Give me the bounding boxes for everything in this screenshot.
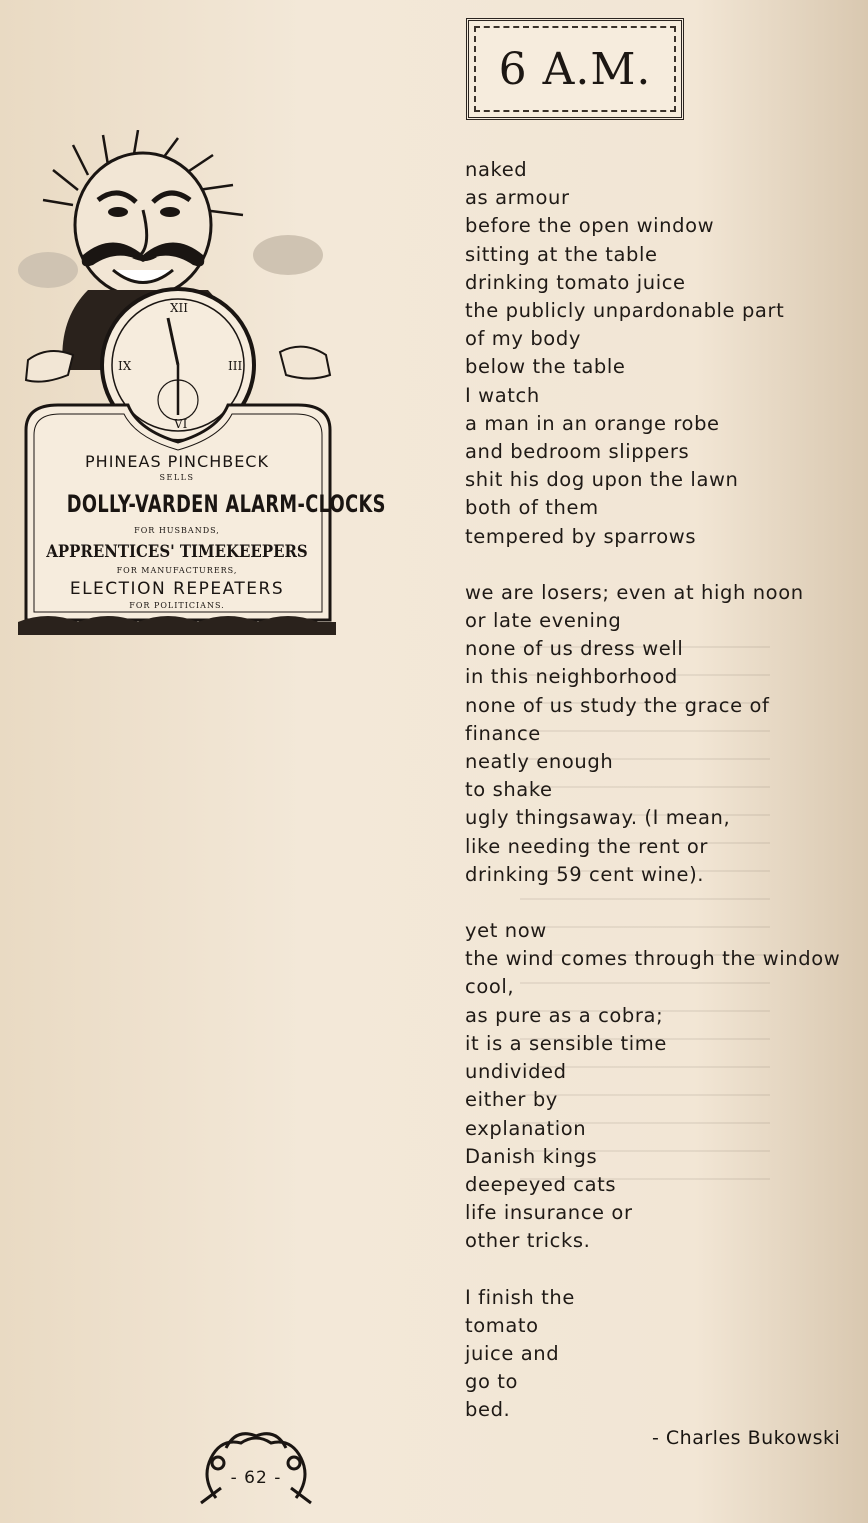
stanza-4 [465,1284,865,1425]
author-credit: - Charles Bukowski [652,1427,841,1449]
poem-line: ugly thingsaway. (I mean, [465,806,731,830]
poem-line: finance [465,721,541,745]
title-frame [466,18,684,120]
poem-line: life insurance or [465,1201,633,1225]
poem-title: 6 A.M. [498,43,652,95]
stanza-1 [465,156,865,551]
poem-line: naked [465,158,528,181]
poem-line: the publicly unpardonable part [465,299,785,323]
poem-line: I finish the [465,1285,575,1309]
poem-line: yet now [465,919,547,943]
ad-headline: DOLLY-VARDEN ALARM-CLOCKS [66,490,386,518]
poem-body [465,156,865,1453]
poem-line: neatly enough [465,750,614,774]
caricature-illustration [18,130,386,640]
poem-line: to shake [465,778,553,802]
poem-line: a man in an orange robe [465,411,720,435]
poem-line: drinking 59 cent wine). [465,862,705,886]
poem-line: tomato [465,1313,539,1337]
poem-line: either by [465,1088,558,1112]
poem-line: sitting at the table [465,242,658,266]
poem-line: none of us study the grace of [465,693,770,717]
ad-sells-label: SELLS [159,473,195,482]
ad-election-repeaters: ELECTION REPEATERS [69,579,285,599]
stanza-3 [465,917,865,1255]
poem-line: deepeyed cats [465,1172,617,1196]
page-number-ornament [196,1428,316,1506]
poem-line: drinking tomato juice [465,270,686,294]
poem-line: it is a sensible time [465,1031,667,1055]
poem-line: we are losers; even at high noon [465,580,804,604]
poem-line: none of us dress well [465,637,684,661]
poem-line: as pure as a cobra; [465,1003,664,1027]
ad-apprentices-timekeepers: APPRENTICES' TIMEKEEPERS [46,542,308,562]
ad-for-husbands: FOR HUSBANDS, [134,526,220,535]
svg-text:IX: IX [118,359,132,373]
poem-line: as armour [465,186,570,210]
poem-line: bed. [465,1398,511,1422]
poem-line: Danish kings [465,1144,598,1168]
poem-line: tempered by sparrows [465,524,697,548]
poem-line: below the table [465,355,626,379]
poem-line: before the open window [465,214,715,238]
poem-line: like needing the rent or [465,834,709,858]
poem-line: and bedroom slippers [465,440,690,464]
ad-for-politicians: FOR POLITICIANS. [129,601,225,610]
poem-line: juice and [465,1341,560,1365]
ad-seller-name: PHINEAS PINCHBECK [85,452,269,471]
poem-line: cool, [465,975,515,999]
ad-for-manufacturers: FOR MANUFACTURERS, [116,566,238,575]
alarm-clock-advertisement [18,130,386,640]
poem-line: explanation [465,1116,587,1140]
poem-line: in this neighborhood [465,665,678,689]
poem-line: or late evening [465,609,622,633]
poem-line: other tricks. [465,1229,591,1253]
poem-line: both of them [465,496,599,520]
svg-text:VI: VI [174,417,188,431]
poem-line: go to [465,1370,519,1394]
svg-text:XII: XII [170,301,189,315]
page-number: - 62 - [230,1468,282,1488]
stanza-2 [465,579,865,889]
svg-text:III: III [228,359,243,373]
poem-line: I watch [465,383,540,407]
poem-line: undivided [465,1060,567,1084]
scroll-ornament-icon [196,1428,316,1506]
poem-line: the wind comes through the window [465,947,841,971]
poem-line: of my body [465,327,581,351]
poem-line: shit his dog upon the lawn [465,468,739,492]
